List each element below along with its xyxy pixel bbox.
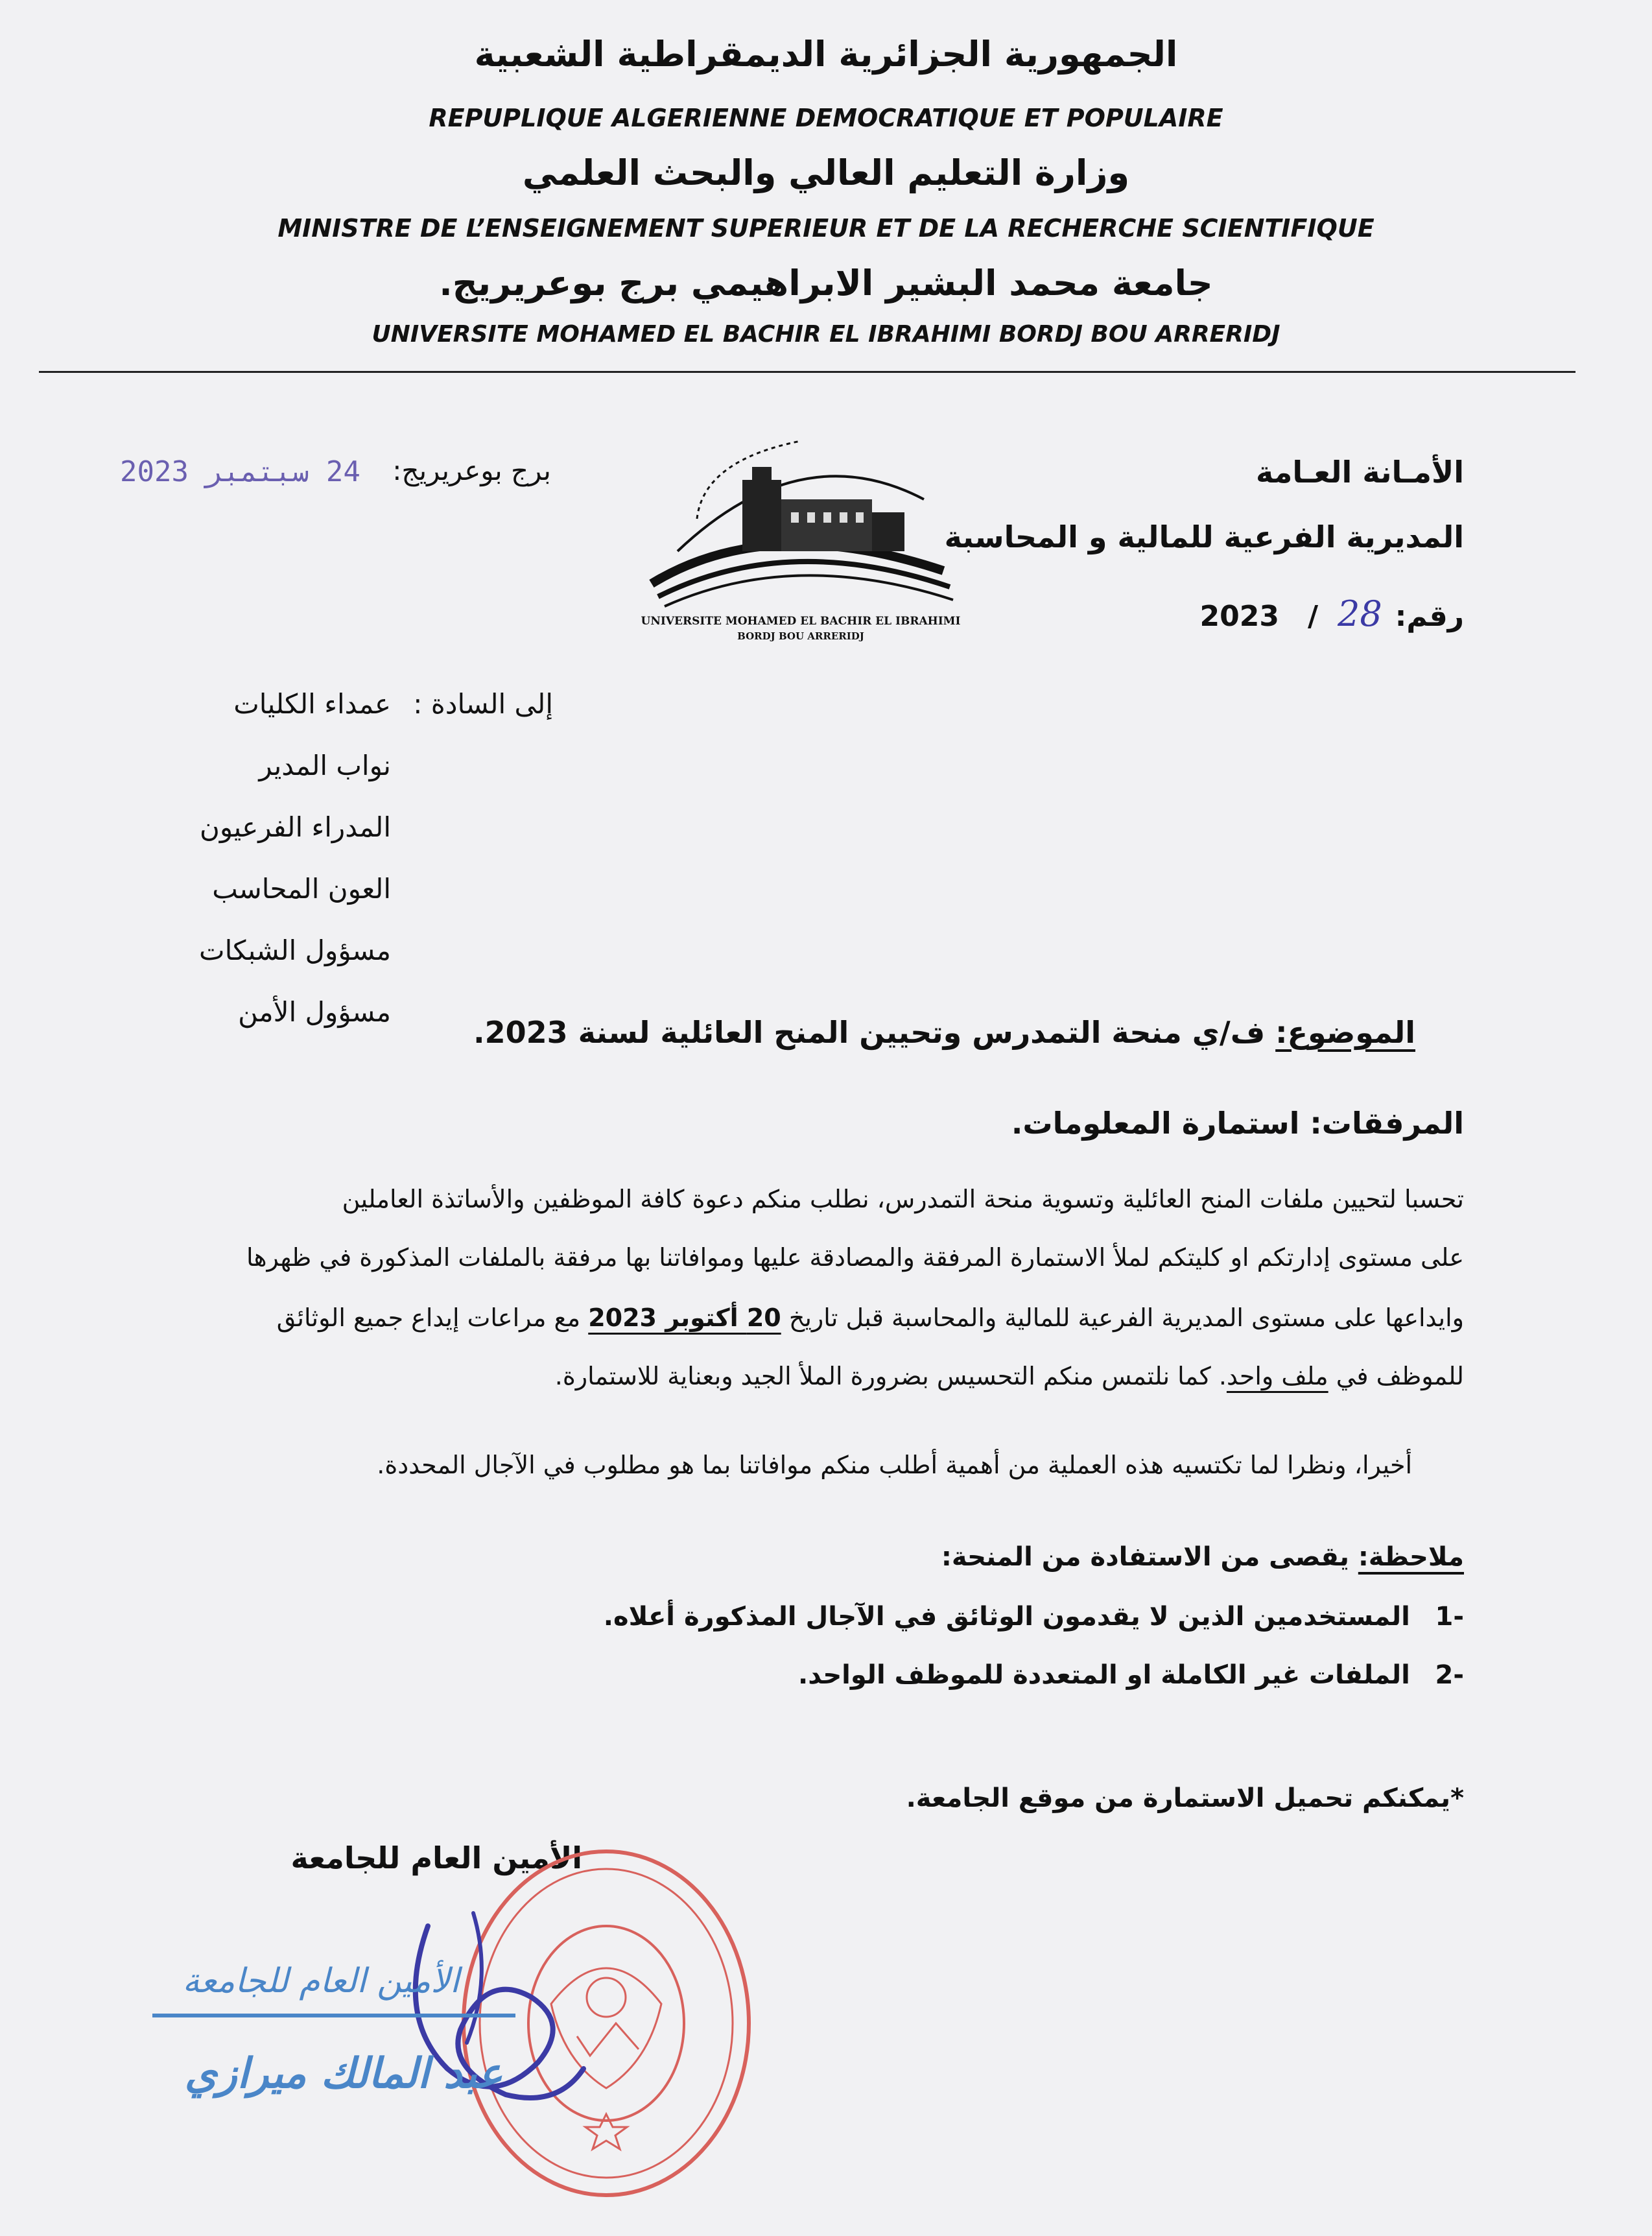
stamp-signatory-title: الأمين العام للجامعة <box>182 1962 460 2001</box>
ref-number: 28 <box>1338 593 1382 634</box>
recipient-5: مسؤول الشبكات <box>199 934 391 966</box>
download-note: *يمكنكم تحميل الاستمارة من موقع الجامعة. <box>906 1783 1464 1813</box>
ref-label: رقم: <box>1395 600 1464 633</box>
date-stamp: 2023 ‎سبتمبر‎ 24 <box>120 455 360 488</box>
recipient-2: نواب المدير <box>259 750 391 781</box>
note-item-2 <box>798 1660 1464 1690</box>
note-item-1-text: المستخدمين الذين لا يقدمون الوثائق في الآجال المذكورة أعلاه. <box>603 1602 1410 1632</box>
subject-label: الموضوع: <box>1275 1015 1415 1050</box>
header-ar-ministry: وزارة التعليم العالي والبحث العلمي <box>522 152 1130 193</box>
recipient-1: عمداء الكليات <box>233 688 391 720</box>
body-line-3 <box>149 1303 1464 1332</box>
body-line-3-a: وايداعها على مستوى المديرية الفرعية للمالية والمحاسبة قبل تاريخ <box>788 1303 1464 1332</box>
header-fr-ministry: MINISTRE DE L’ENSEIGNEMENT SUPERIEUR ET DE LA RECHERCHE SCIENTIFIQUE <box>277 214 1375 243</box>
signature-title: الأمين العام للجامعة <box>290 1840 582 1875</box>
recipient-6: مسؤول الأمن <box>238 996 391 1028</box>
office-line1: الأمـانة العـامة <box>1255 455 1464 490</box>
attachments-label: المرفقات: <box>1310 1106 1464 1141</box>
header-ar-country: الجمهورية الجزائرية الديمقراطية الشعبية <box>474 34 1178 75</box>
logo-caption-2: BORDJ BOU ARRERIDJ <box>737 630 864 642</box>
body-line-1: تحسبا لتحيين ملفات المنح العائلية وتسوية منحة التمدرس، نطلب منكم دعوة كافة الموظفين والأساتذة العاملين <box>342 1185 1464 1213</box>
body-line-2: على مستوى إدارتكم او كليتكم لملأ الاستمارة المرفقة والمصادقة عليها وموافاتنا بها مرفقة بالملفات المذكورة في ظهرها <box>246 1243 1464 1272</box>
logo-caption-1: UNIVERSITE MOHAMED EL BACHIR EL IBRAHIMI <box>641 615 961 628</box>
place-label: برج بوعريريج: <box>392 455 551 486</box>
ref-slash: / <box>1307 600 1319 633</box>
university-logo-emblem <box>639 422 963 616</box>
body-line-4-b: . كما نلتمس منكم التحسيس بضرورة الملأ الجيد وبعناية للاستمارة. <box>554 1362 1227 1390</box>
recipient-3: المدراء الفرعيون <box>199 811 391 843</box>
body-paragraph-2: أخيرا، ونظرا لما تكتسيه هذه العملية من أهمية أطلب منكم موافاتنا بما هو مطلوب في الآجال المحددة. <box>377 1451 1412 1479</box>
note-line <box>941 1542 1464 1572</box>
note-item-2-num: -2 <box>1435 1660 1464 1690</box>
university-logo <box>639 422 963 655</box>
header-divider <box>39 371 1575 373</box>
office-reference <box>1199 593 1464 634</box>
office-line2: المديرية الفرعية للمالية و المحاسبة <box>944 519 1464 554</box>
ref-year: 2023 <box>1199 600 1279 633</box>
header-fr-university: UNIVERSITE MOHAMED EL BACHIR EL IBRAHIMI BORDJ BOU ARRERIDJ <box>372 321 1280 348</box>
body-line-4 <box>149 1362 1464 1390</box>
stamp-signatory-name: عبد المالك ميرازي <box>184 2049 503 2098</box>
attachments-line <box>1011 1106 1464 1141</box>
recipient-4: العون المحاسب <box>212 873 391 905</box>
recipients-label: إلى السادة : <box>413 688 553 720</box>
stamp-underline <box>152 2014 515 2017</box>
note-item-2-text: الملفات غير الكاملة او المتعددة للموظف الواحد. <box>798 1660 1410 1690</box>
header-fr-country: REPUPLIQUE ALGERIENNE DEMOCRATIQUE ET POPULAIRE <box>429 104 1223 132</box>
deadline-date: 20 أكتوبر 2023 <box>588 1303 781 1332</box>
subject-line <box>473 1015 1415 1050</box>
body-line-3-b: مع مراعات إيداع جميع الوثائق <box>276 1303 581 1332</box>
note-item-1-num: -1 <box>1435 1602 1464 1632</box>
attachments-text: استمارة المعلومات. <box>1011 1106 1310 1141</box>
subject-text: ف/ي منحة التمدرس وتحيين المنح العائلية لسنة 2023. <box>473 1015 1276 1050</box>
header-ar-university: جامعة محمد البشير الابراهيمي برج بوعريريج. <box>439 263 1213 303</box>
single-file-phrase: ملف واحد <box>1226 1362 1328 1390</box>
note-label: ملاحظة: <box>1358 1542 1464 1572</box>
note-text: يقصى من الاستفادة من المنحة: <box>941 1542 1358 1572</box>
body-line-4-a: للموظف في <box>1336 1362 1464 1390</box>
note-item-1 <box>604 1602 1464 1632</box>
